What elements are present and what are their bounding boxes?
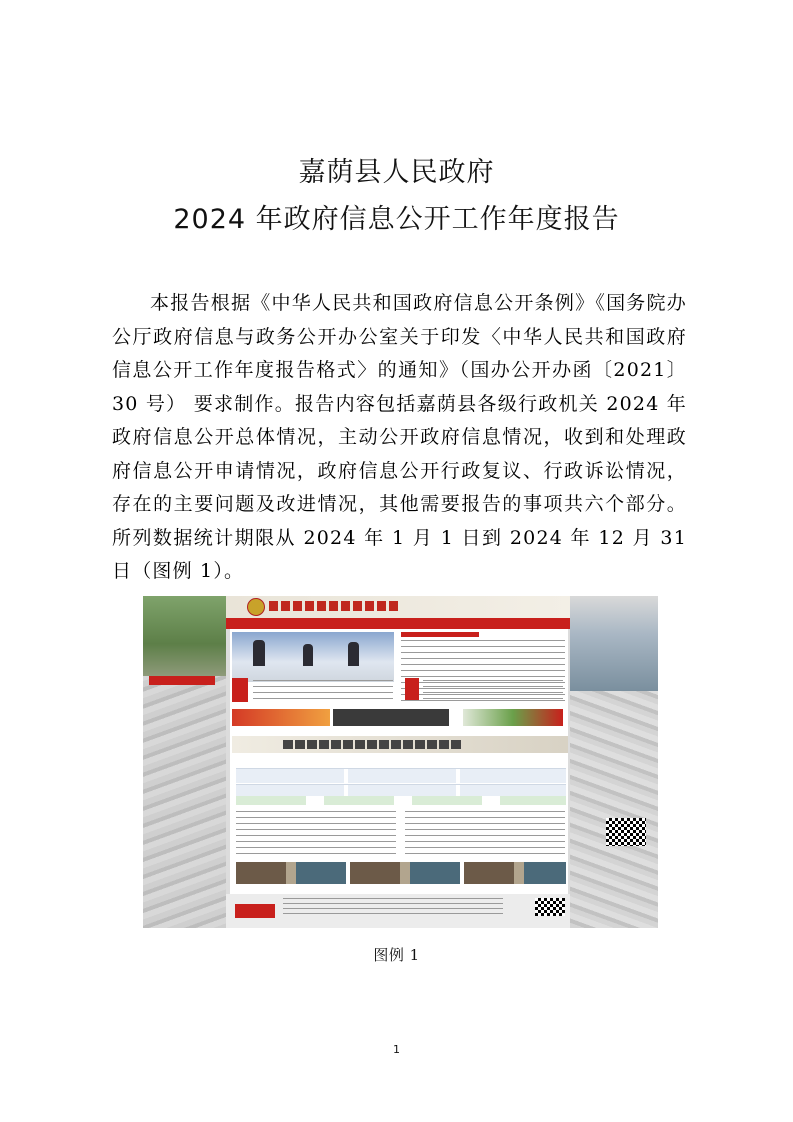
report-title-line2: 2024 年政府信息公开工作年度报告 xyxy=(173,204,620,235)
figure-hero-person xyxy=(348,642,359,666)
national-emblem-icon xyxy=(247,598,265,616)
figure-hero-person xyxy=(303,644,313,666)
figure-side-qr-code xyxy=(606,818,646,846)
figure-side-red-banner xyxy=(149,676,215,685)
figure-right-photo xyxy=(570,596,658,691)
website-screenshot-figure xyxy=(143,596,658,928)
figure-site-logo xyxy=(269,601,399,611)
page-number: 1 xyxy=(393,1043,400,1056)
figure-footer-text xyxy=(283,898,503,916)
figure-ad-banner xyxy=(463,709,563,726)
figure-news-list xyxy=(405,811,565,857)
figure-news-tab xyxy=(401,632,479,637)
figure-category-pills xyxy=(236,796,566,805)
figure-news-list xyxy=(253,680,393,702)
figure-ad-banner xyxy=(333,709,449,726)
report-title-line1: 嘉荫县人民政府 xyxy=(298,157,495,188)
figure-photo-strip xyxy=(236,862,566,884)
figure-red-block xyxy=(232,678,248,702)
figure-service-cards xyxy=(236,768,566,783)
figure-red-block xyxy=(405,678,419,700)
figure-ad-banner xyxy=(232,709,330,726)
figure-caption: 图例 1 xyxy=(373,946,420,964)
figure-footer-logo xyxy=(235,904,275,918)
figure-news-list xyxy=(423,680,563,702)
figure-hero-person xyxy=(253,640,265,666)
figure-qr-code xyxy=(535,898,565,916)
figure-feature-strip-text xyxy=(283,740,463,749)
figure-nav-bar xyxy=(226,618,570,629)
figure-news-list xyxy=(236,811,396,857)
body-paragraph: 本报告根据《中华人民共和国政府信息公开条例》《国务院办公厅政府信息与政务公开办公室关于印发〈中华人民共和国政府信息公开工作年度报告格式〉的通知》（国办公开办函〔2021〕30 号） 要求制作。报告内容包括嘉荫县各级行政机关 2024 年政府信息公开总体情况，主动公开政府信息情况，收到和处理政府信息公开申请情况，政府信息公开行政复议、行政诉讼情况，存在的主要问题及改进情况，其他需要报告的事项共六个部分。所列数据统计期限从 2024 年 1 月 1 日到 2024 年 12 月 31 日（图例 1）。 xyxy=(112,292,687,582)
figure-left-photo xyxy=(143,596,226,676)
